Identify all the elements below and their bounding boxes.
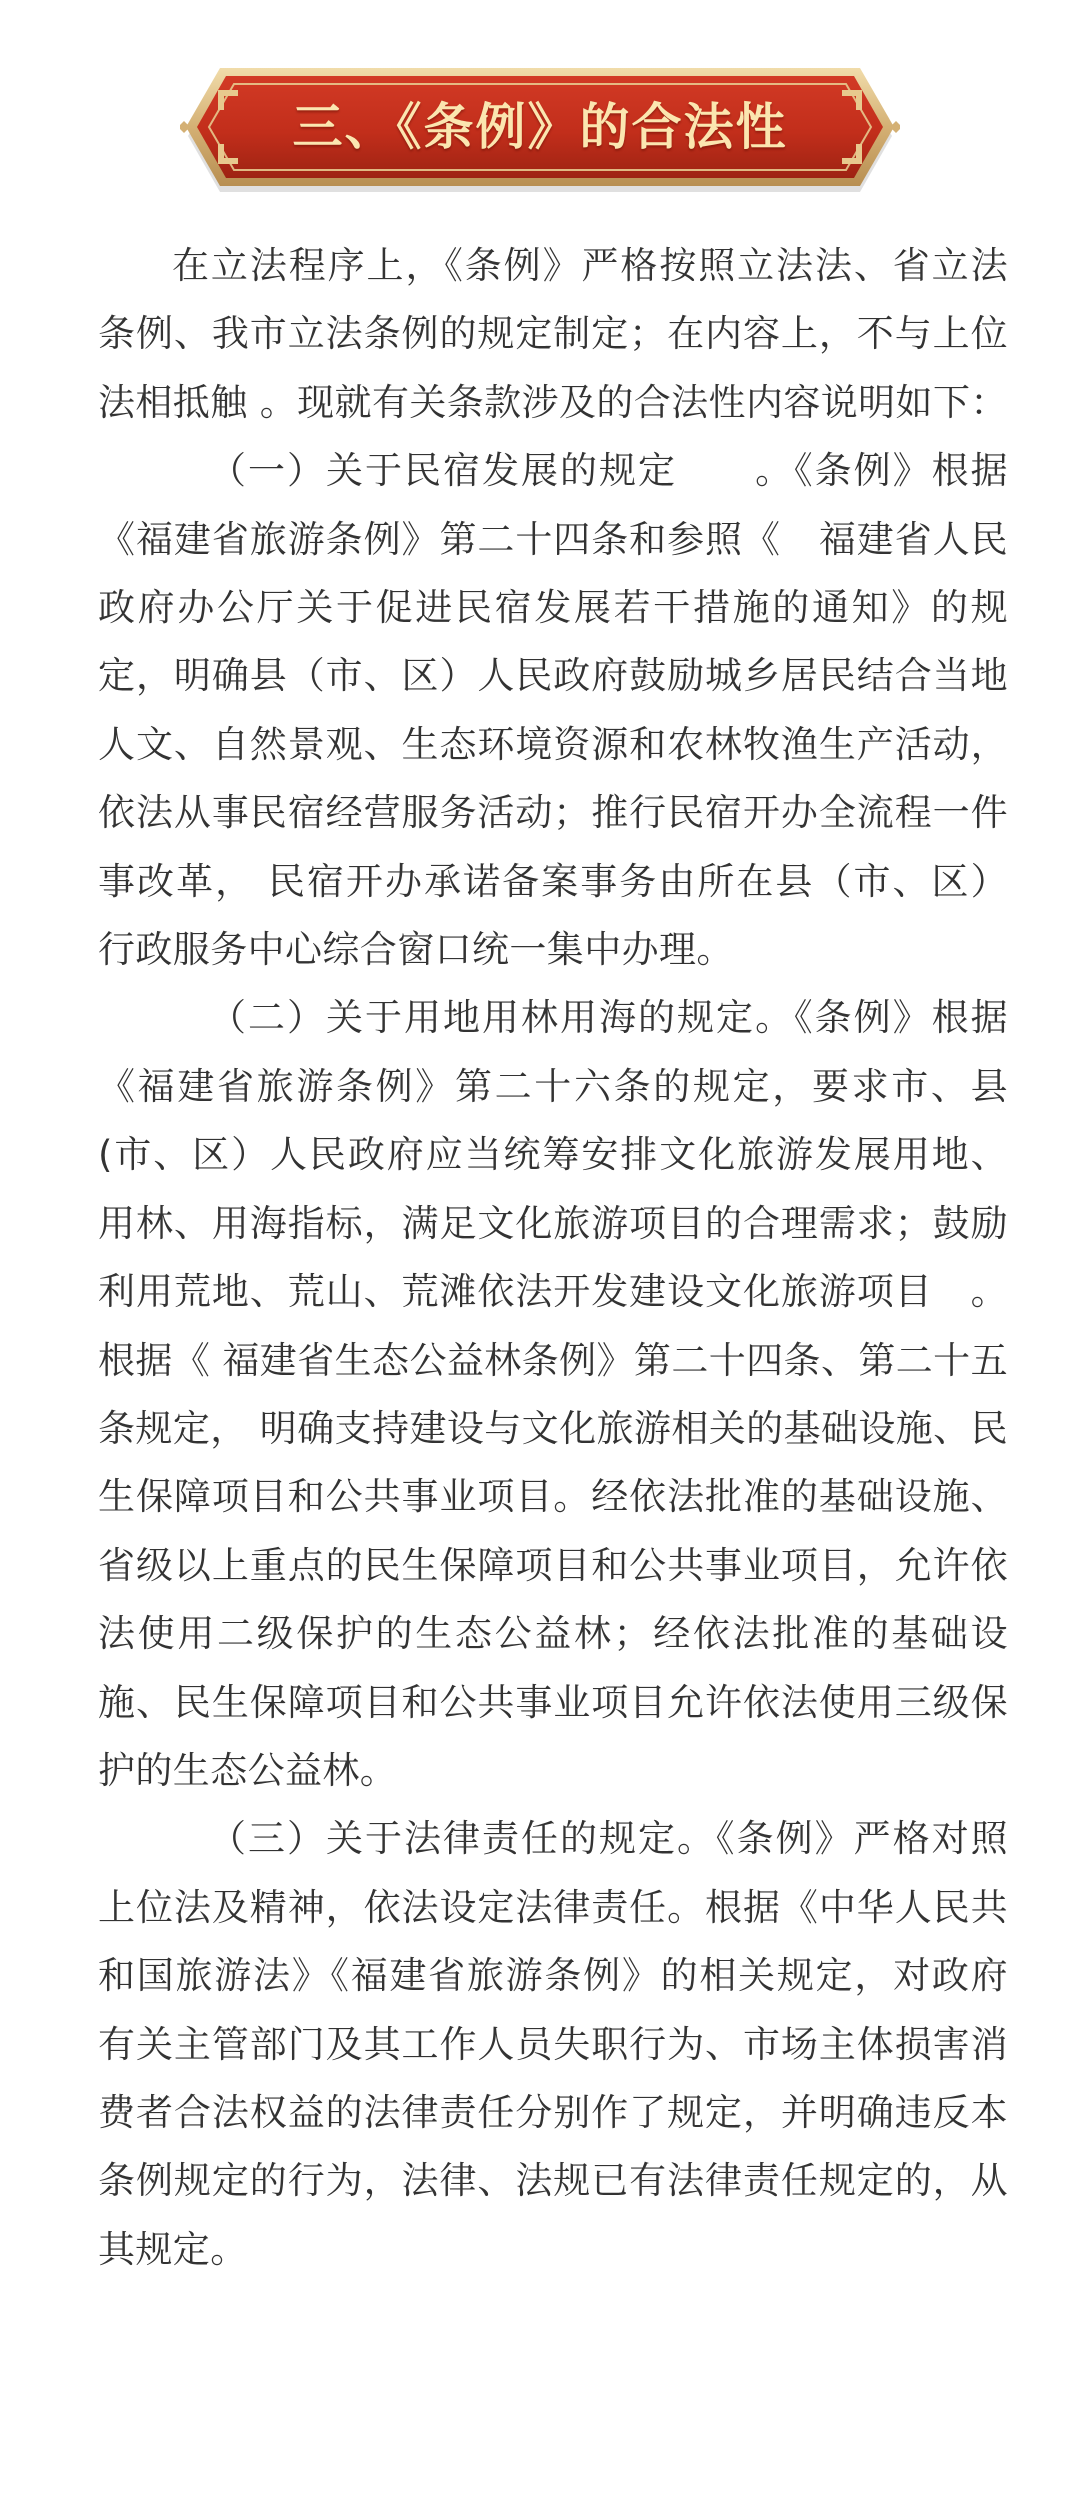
paragraph-legal-liability: （三）关于法律责任的规定。《条例》严格对照上位法及精神，依法设定法律责任。根据《中华人民共和国旅游法》《福建省旅游条例》的相关规定，对政府有关主管部门及其工作人员失职行为、市场主体损害消费者合法权益的法律责任分别作了规定，并明确违反本条例规定的行为，法律、法规已有法律责任规定的，从其规定。	[98, 1817, 1008, 2271]
paragraph-homestay-development: （一）关于民宿发展的规定 。《条例》根据《福建省旅游条例》第二十四条和参照《 福建省人民政府办公厅关于促进民宿发展若干措施的通知》的规定，明确县（市、区）人民政府鼓励城乡居民结合当地人文、自然景观、生态环境资源和农林牧渔生产活动，依法从事民宿经营服务活动；推行民宿开办全流程一件事改革， 民宿开办承诺备案事务由所在县（市、区） 行政服务中心综合窗口统一集中办理。	[98, 449, 1008, 972]
paragraph-land-forest-sea-use: （二）关于用地用林用海的规定。《条例》根据《福建省旅游条例》第二十六条的规定，要求市、县(市、区）人民政府应当统筹安排文化旅游发展用地、用林、用海指标，满足文化旅游项目的合理需求；鼓励利用荒地、荒山、荒滩依法开发建设文化旅游项目 。根据《 福建省生态公益林条例》第二十四条、第二十五条规定， 明确支持建设与文化旅游相关的基础设施、民生保障项目和公共事业项目。经依法批准的基础设施、省级以上重点的民生保障项目和公共事业项目，允许依法使用二级保护的生态公益林；经依法批准的基础设施、民生保障项目和公共事业项目允许依法使用三级保护的生态公益林。	[98, 996, 1008, 1792]
section-title-banner	[180, 60, 900, 194]
paragraph-intro: 在立法程序上，《条例》严格按照立法法、省立法条例、我市立法条例的规定制定；在内容上，不与上位法相抵触 。现就有关条款涉及的合法性内容说明如下：	[98, 244, 1008, 424]
section-title: 三、《条例》的合法性	[292, 98, 788, 156]
article-body	[98, 232, 1008, 2284]
